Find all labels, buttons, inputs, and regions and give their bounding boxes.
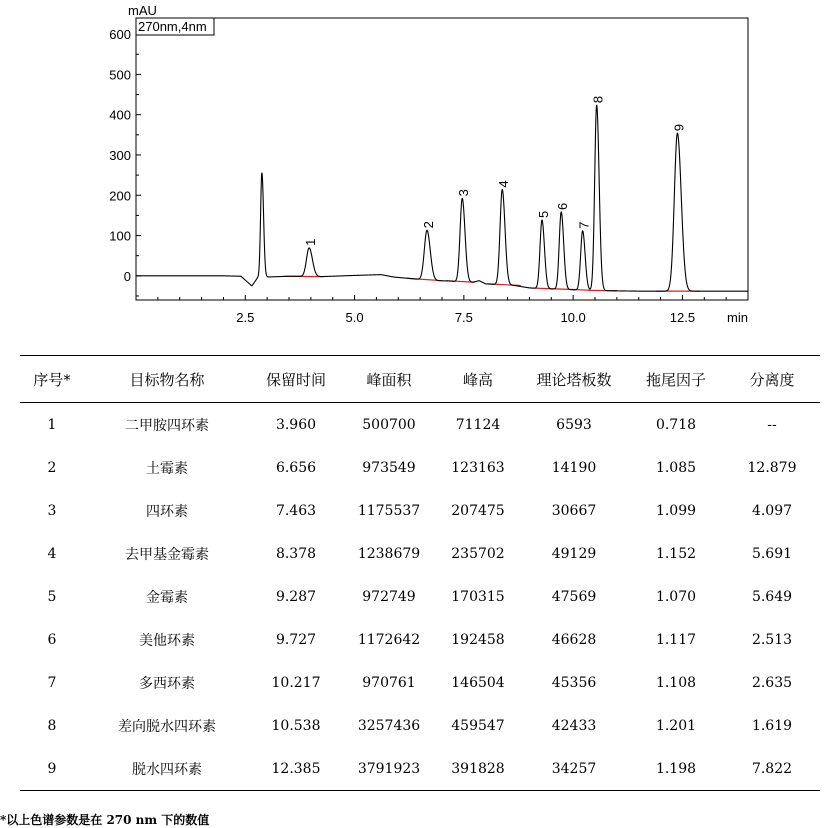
y-tick-label: 500	[109, 67, 131, 83]
table-cell: 9	[20, 747, 84, 791]
table-cell: 1172642	[357, 631, 421, 648]
x-tick-label: 10.0	[560, 310, 586, 325]
table-cell: 30667	[551, 502, 597, 519]
table-row	[20, 618, 820, 661]
table-cell: 1.085	[655, 459, 697, 476]
y-tick-label: 600	[109, 27, 131, 43]
table-cell: 3791923	[342, 747, 436, 791]
y-tick-label: 0	[123, 268, 131, 284]
table-cell: 土霉素	[146, 460, 188, 477]
table-cell: --	[767, 416, 777, 433]
table-cell: 71124	[455, 416, 501, 433]
table-cell: 1.619	[751, 717, 793, 734]
table-cell: 973549	[362, 459, 416, 476]
table-cell: 1175537	[357, 502, 421, 519]
table-row	[20, 446, 820, 489]
table-row	[20, 575, 820, 618]
header-plates: 理论塔板数	[520, 356, 628, 403]
header-tailing: 拖尾因子	[628, 356, 724, 403]
table-cell: 970761	[362, 674, 416, 691]
x-tick-label: 2.5	[236, 310, 255, 325]
chromatogram	[0, 0, 826, 330]
peak-label: 8	[590, 95, 606, 104]
peak-label: 3	[456, 189, 472, 197]
table-cell: 四环素	[146, 503, 188, 520]
table-cell: 美他环素	[139, 632, 195, 649]
peak-label: 2	[420, 221, 436, 229]
peak-label: 9	[671, 123, 687, 132]
table-cell: 7	[47, 674, 57, 691]
x-tick-label: 7.5	[454, 310, 473, 325]
header-retention-time: 保留时间	[250, 356, 342, 403]
table-cell: 47569	[551, 588, 597, 605]
table-cell: 8	[47, 717, 57, 734]
table-cell: 2	[47, 459, 57, 476]
table-cell: 1.198	[628, 747, 724, 791]
table-cell: 45356	[551, 674, 597, 691]
table-cell: 12.879	[747, 459, 797, 476]
table-cell: 4	[47, 545, 57, 562]
table-cell: 207475	[451, 502, 505, 519]
chromatogram-trace	[136, 105, 748, 291]
table-cell: 7.463	[275, 502, 317, 519]
peak-label: 4	[496, 180, 512, 188]
y-tick-label: 100	[109, 228, 131, 244]
table-cell: 差向脱水四环素	[118, 718, 216, 735]
header-name: 目标物名称	[84, 356, 250, 403]
table-cell: 1238679	[357, 545, 421, 562]
table-cell: 391828	[436, 747, 520, 791]
header-peak-height: 峰高	[436, 356, 520, 403]
table-row	[20, 532, 820, 575]
table-cell: 5.691	[751, 545, 793, 562]
peak-label: 7	[576, 221, 592, 229]
table-cell: 1.152	[655, 545, 697, 562]
table-row	[20, 489, 820, 532]
peak-labels	[303, 96, 686, 246]
table-cell: 49129	[551, 545, 597, 562]
header-index: 序号*	[20, 356, 84, 403]
x-axis-label: min	[727, 310, 748, 325]
table-cell: 8.378	[275, 545, 317, 562]
table-cell: 金霉素	[146, 589, 188, 606]
peak-label: 6	[555, 202, 571, 210]
table-cell: 2.635	[751, 674, 793, 691]
table-cell: 0.718	[655, 416, 697, 433]
y-tick-label: 400	[109, 107, 131, 123]
table-cell: 1.108	[655, 674, 697, 691]
table-cell: 1.117	[655, 631, 697, 648]
table-cell: 34257	[520, 747, 628, 791]
x-tick-label: 12.5	[669, 310, 696, 325]
table-cell: 6593	[556, 416, 592, 433]
table-cell: 3257436	[357, 717, 421, 734]
plot-frame	[136, 18, 748, 300]
table-cell: 170315	[451, 588, 505, 605]
table-cell: 1.070	[655, 588, 697, 605]
x-tick-label: 5.0	[345, 310, 364, 325]
table-row	[20, 704, 820, 747]
table-cell: 459547	[451, 717, 505, 734]
table-row	[20, 661, 820, 704]
table-cell: 去甲基金霉素	[125, 546, 209, 563]
table-row	[20, 403, 820, 447]
table-cell: 10.217	[271, 674, 321, 691]
table-cell: 12.385	[250, 747, 342, 791]
table-cell: 脱水四环素	[84, 747, 250, 791]
table-cell: 5	[47, 588, 57, 605]
table-cell: 2.513	[751, 631, 793, 648]
table-cell: 500700	[362, 416, 416, 433]
table-cell: 42433	[551, 717, 597, 734]
table-cell: 3.960	[275, 416, 317, 433]
table-cell: 46628	[551, 631, 597, 648]
table-cell: 二甲胺四环素	[125, 417, 209, 434]
table-cell: 3	[47, 502, 57, 519]
table-cell: 1.099	[655, 502, 697, 519]
table-cell: 4.097	[751, 502, 793, 519]
header-resolution: 分离度	[724, 356, 820, 403]
table-cell: 6.656	[275, 459, 317, 476]
results-table	[20, 355, 820, 791]
table-cell: 7.822	[724, 747, 820, 791]
table-cell: 9.287	[275, 588, 317, 605]
table-cell: 235702	[451, 545, 505, 562]
table-cell: 1.201	[655, 717, 697, 734]
table-cell: 5.649	[751, 588, 793, 605]
table-cell: 多西环素	[139, 675, 195, 692]
table-cell: 6	[47, 631, 57, 648]
table-cell: 972749	[362, 588, 416, 605]
table-cell: 14190	[551, 459, 597, 476]
footnote: *以上色谱参数是在 270 nm 下的数值	[0, 813, 210, 827]
peak-label: 1	[303, 238, 319, 246]
peak-label: 5	[535, 210, 551, 219]
table-cell: 192458	[451, 631, 505, 648]
table-cell: 9.727	[275, 631, 317, 648]
table-cell: 123163	[451, 459, 505, 476]
table-row	[20, 747, 820, 791]
header-peak-area: 峰面积	[342, 356, 436, 403]
table-cell: 10.538	[271, 717, 321, 734]
y-tick-label: 300	[109, 147, 131, 163]
table-cell: 146504	[451, 674, 505, 691]
table-cell: 1	[47, 416, 57, 433]
table-header-row	[20, 356, 820, 403]
y-tick-label: 200	[109, 188, 131, 204]
chart-title: 270nm,4nm	[138, 19, 207, 34]
y-axis-label: mAU	[128, 3, 157, 18]
